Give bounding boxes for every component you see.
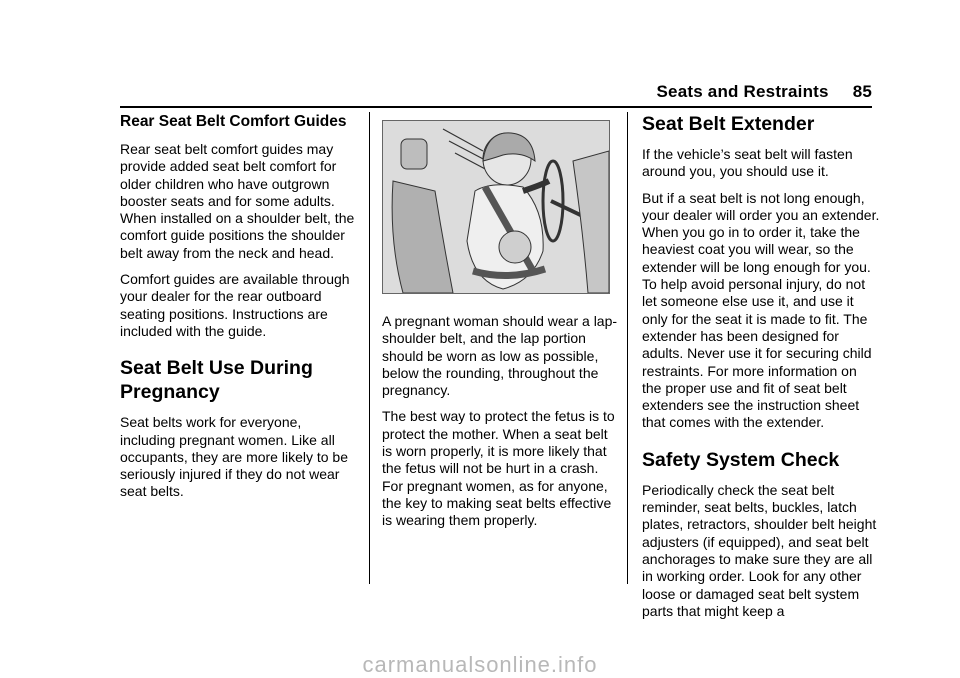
paragraph: Seat belts work for everyone, including pregnant women. Like all occupants, they are more likely to be seriously injured if they do not wear seat belts. [120,414,349,500]
heading-belt-extender: Seat Belt Extender [642,113,815,135]
column-divider [369,112,370,584]
page-header [657,82,873,102]
heading-pregnancy: Seat Belt Use During Pregnancy [120,357,313,404]
watermark: carmanualsonline.info [362,652,598,677]
page-number: 85 [852,82,872,101]
column-2 [382,112,620,539]
column-3 [642,112,880,629]
paragraph: If the vehicle’s seat belt will fasten around you, you should use it. [642,146,853,180]
heading-safety-check: Safety System Check [642,448,840,471]
paragraph: A pregnant woman should wear a lap-shoulder belt, and the lap portion should be worn as low as possible, below the rounding, throughout the pregnancy. [382,313,618,399]
paragraph: Rear seat belt comfort guides may provide added seat belt comfort for older children who have outgrown booster seats and for some adults. When installed on a shoulder belt, the comfort guide positions the shoulder belt away from the neck and head. [120,141,355,261]
paragraph: Comfort guides are available through your dealer for the rear outboard seating positions. Instructions are included with the guide. [120,271,350,339]
column-1 [120,112,358,510]
heading-comfort-guides: Rear Seat Belt Comfort Guides [120,113,347,130]
column-divider [627,112,628,584]
header-rule [120,106,872,108]
section-title: Seats and Restraints [656,82,829,101]
paragraph: But if a seat belt is not long enough, your dealer will order you an extender. When you go in to order it, take the heaviest coat you will wear, so the extender will be long enough for you. To help avoid personal injury, do not let someone else use it, and use it only for the seat it is made to fit. The extender has been designed for adults. Never use it for securing child restraints. For more information on the proper use and fit of seat belt extenders see the instruction sheet that comes with the extender. [642,189,880,431]
pregnant-woman-seatbelt-illustration [382,120,610,294]
paragraph: The best way to protect the fetus is to protect the mother. When a seat belt is worn properly, it is more likely that the fetus will not be hurt in a crash. For pregnant women, as for anyone, the key to making seat belts effective is wearing them properly. [382,408,615,529]
paragraph: Periodically check the seat belt reminder, seat belts, buckles, latch plates, retractors, shoulder belt height adjusters (if equipped), and seat belt anchorages to make sure they are all in working order. Look for any other loose or damaged seat belt system parts that might keep a [642,481,877,619]
